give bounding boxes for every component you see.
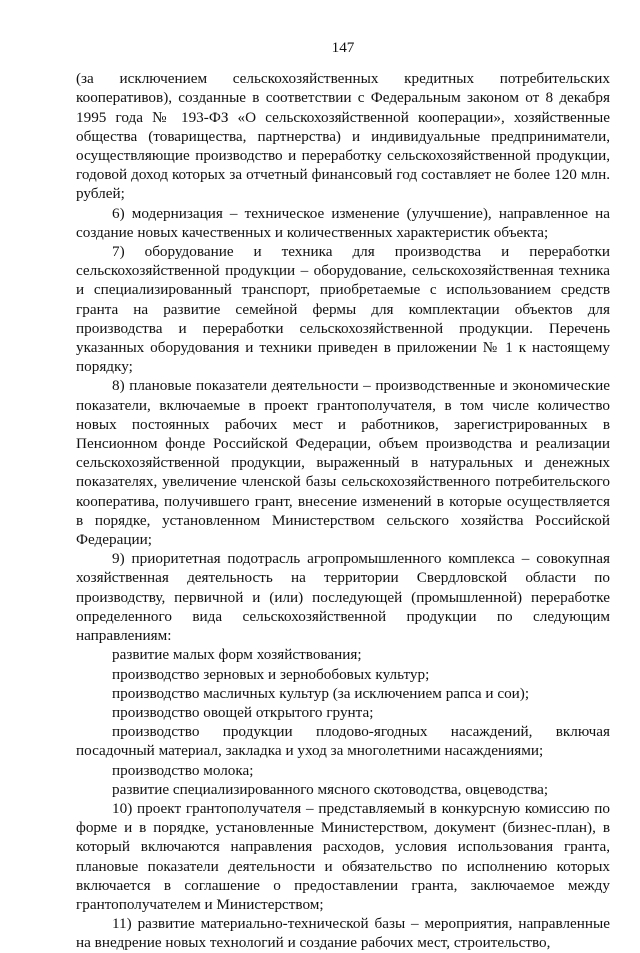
list-item: производство молока;: [112, 761, 254, 779]
list-item: производство масличных культур (за исключением рапса и сои);: [112, 684, 530, 702]
paragraph-priority-subsector: 9) приоритетная подотрасль агропромышленного комплекса – совокупная хозяйственная деятельность на территории Свердловской области по производству, первичной и (или) последующей (промышленной) переработке определенного вида сельскохозяйственной продукции по следующим направлениям:: [76, 550, 610, 645]
document-page: [76, 38, 610, 953]
list-item: развитие специализированного мясного скотоводства, овцеводства;: [112, 780, 549, 798]
list-item: производство овощей открытого грунта;: [112, 703, 374, 721]
list-item: развитие малых форм хозяйствования;: [112, 646, 362, 664]
priority-list: [76, 645, 610, 799]
paragraph-modernization: 6) модернизация – техническое изменение (улучшение), направленное на создание новых качественных и количественных характеристик объекта;: [76, 204, 610, 241]
paragraph-material-base: 11) развитие материально-технической базы – мероприятия, направленные на внедрение новых технологий и создание рабочих мест, строительство,: [76, 915, 610, 952]
paragraph-cooperatives-continuation: (за исключением сельскохозяйственных кредитных потребительских кооперативов), созданные в соответствии с Федеральным законом от 8 декабря 1995 года № 193-ФЗ «О сельскохозяйственной кооперации», хозяйственные общества (товарищества, партнерства) и индивидуальные предприниматели, осуществляющие производство и переработку сельскохозяйственной продукции, годовой доход которых за отчетный финансовый год составляет не более 120 млн. рублей;: [76, 70, 610, 203]
paragraph-planned-indicators: 8) плановые показатели деятельности – производственные и экономические показатели, включаемые в проект грантополучателя, в том числе количество новых постоянных рабочих мест и работников, зарегистрированных в Пенсионном фонде Российской Федерации, объем производства и реализации сельскохозяйственной продукции, выраженный в натуральных и денежных показателях, увеличение членской базы сельскохозяйственного потребительского кооператива, получившего грант, внесение изменений в которые осуществляется в порядке, установленном Министерством сельского хозяйства Российской Федерации;: [76, 377, 610, 549]
list-item: производство продукции плодово-ягодных насаждений, включая посадочный материал, закладка и уход за многолетними насаждениями;: [76, 723, 610, 760]
page-number: 147: [331, 39, 355, 56]
paragraph-grant-project: 10) проект грантополучателя – представляемый в конкурсную комиссию по форме и в порядке, установленные Министерством, документ (бизнес-план), в который включаются направления расходов, условия использования гранта, плановые показатели деятельности и обязательство по исполнению которых включается в соглашение о предоставлении гранта, заключаемое между грантополучателем и Министерством;: [76, 799, 610, 913]
list-item: производство зерновых и зернобобовых культур;: [112, 665, 430, 683]
paragraph-equipment: 7) оборудование и техника для производства и переработки сельскохозяйственной продукции – оборудование, сельскохозяйственная техника и специализированный транспорт, приобретаемые с использованием средств гранта на развитие семейной фермы для комплектации объектов для производства и переработки сельскохозяйственной продукции. Перечень указанных оборудования и техники приведен в приложении № 1 к настоящему порядку;: [76, 243, 610, 376]
